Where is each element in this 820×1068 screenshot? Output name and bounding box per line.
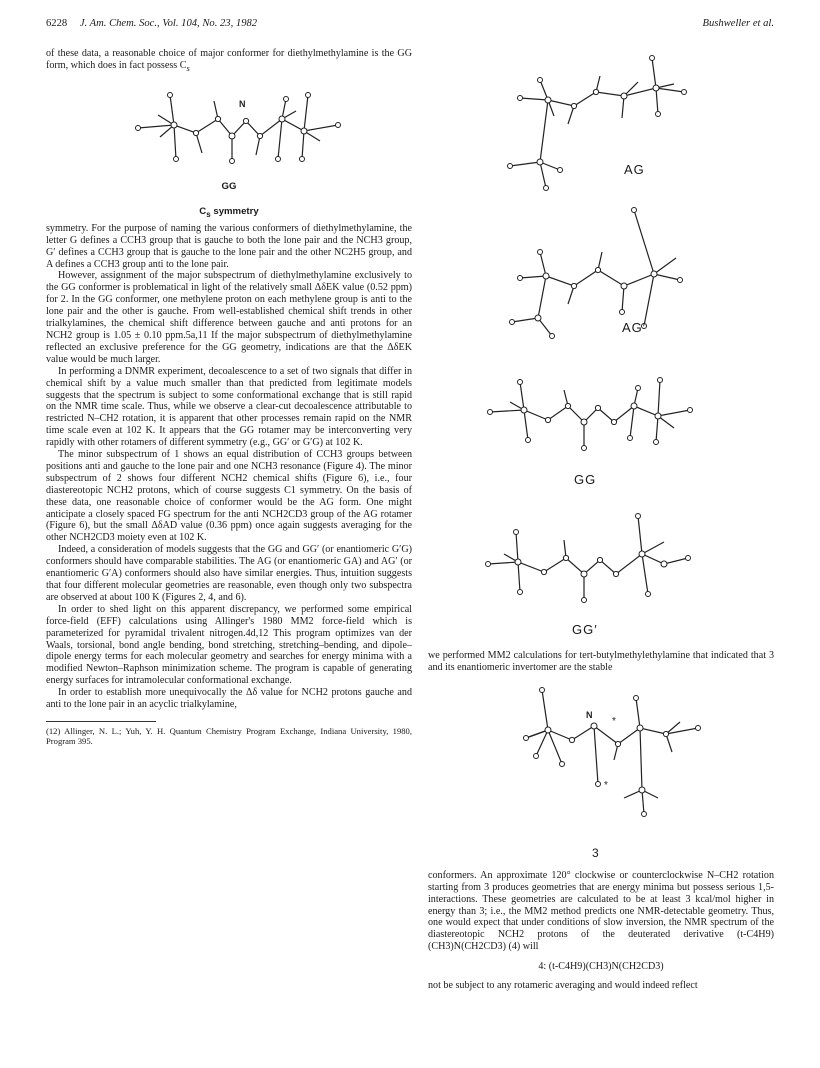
figure-ag — [428, 40, 774, 200]
gg-figure-symmetry: $C_s$ symmetry — [199, 205, 259, 219]
paragraph-conformers: conformers. An approximate 120° clockwise or counterclockwise N–CH2 rotation starting from 3 produces geometries that are energy minima but possess serious 1,5-interactions. These geometries are calculated to be at least 3 kcal/mol higher in energy than 3; i.e., the MM2 method predicts one NMR-detectable geometry. Thus, one would expect that under conditions of slow inversion, the NMR spectrum of the diastereotopic NCH2 protons of the deuterated derivative (t-C4H9)(CH3)N(CH2CD3) (4) will — [428, 869, 774, 953]
figure-gg-prime — [428, 502, 774, 650]
footnote-12: (12) Allinger, N. L.; Yuh, Y. H. Quantum Chemistry Program Exchange, Indiana University, 1980, Program 395. — [46, 725, 412, 746]
gg-prime-label: GG′ — [572, 622, 598, 637]
right-column — [428, 40, 774, 992]
figure-gg-right — [428, 370, 774, 502]
paragraph-reflect: not be subject to any rotameric averaging and would indeed reflect — [428, 980, 698, 992]
gg-label: GG — [574, 472, 597, 487]
left-column — [46, 48, 412, 746]
intro-paragraph: of these data, a reasonable choice of major conformer for diethylmethylamine is the GG form, which does in fact possess $C_s$ — [46, 48, 412, 73]
paragraph-dnmr: In performing a DNMR experiment, decoalescence to a set of two signals that differ in chemical shift by a value much smaller than that predicted from legitimate models suggests that the spectrum is subject to some conformational exchange that is still rapid on the NMR time scale. Thus, while we observe a clear-cut decoalescence attributable to restricted N–CH2 rotation, it is apparent that other processes remain rapid on the NMR time scale even at 102 K. It appears that the GG rotamer may be interconverting very rapidly with other rotamers of different symmetry (e.g., GG′ or G′G) at 102 K. — [46, 365, 412, 449]
footnote-rule — [46, 721, 156, 722]
paragraph-models: Indeed, a consideration of models suggests that the GG and GG′ (or enantiomeric G′G) conformers should have comparable stabilities. The AG (or enantiomeric GA) and AG′ (or enantiomeric G′A) conformers should also have similar energies. Thus, intuition suggests that four different molecular geometries are reasonable, even though only two subspectra are observed at about 100 K (Figures 2, 4, and 6). — [46, 544, 412, 603]
paragraph-naming: symmetry. For the purpose of naming the various conformers of diethylmethylamine, the letter G defines a CCH3 group that is gauche to both the lone pair and the NCH3 group, G′ defines a CCH3 group that is gauche to the lone pair and the other NC2H5 group, and A defines a CCH3 group anti to the lone pair. — [46, 222, 412, 270]
figure-ag-prime — [428, 200, 774, 370]
gg-molecule-drawing — [46, 81, 412, 173]
figure-3 — [428, 674, 774, 870]
structure-3-star-label-2: * — [612, 715, 616, 727]
paragraph-minor-subspectrum: The minor subspectrum of 1 shows an equal distribution of CCH3 groups between positions anti and gauche to the lone pair and one NCH3 resonance (Figure 4). The minor subspectrum of 2 shows four different NCH2 chemical shifts (Figure 6), i.e., four diastereotopic NCH2 protons, which of course suggests C1 symmetry. On the basis of these data, one reasonable choice of conformer would be the AG form. One might anticipate a closely spaced FG spectrum for the anti NCH2CD3 group of the AG rotamer (Figure 6), but the small ΔδAD value (0.36 ppm) once again suggests averaging for the other NCH2CD3 moiety even at 102 K. — [46, 449, 412, 544]
running-header — [46, 18, 774, 34]
paragraph-delta: In order to establish more unequivocally the Δδ value for NCH2 protons gauche and anti to the lone pair in an acyclic trialkylamine, — [46, 687, 412, 711]
journal-citation: J. Am. Chem. Soc., Vol. 104, No. 23, 1982 — [79, 18, 258, 29]
ag-prime-molecule-drawing — [428, 200, 774, 370]
ag-prime-label: AG′ — [622, 320, 647, 335]
header-authors: Bushweller et al. — [702, 18, 774, 29]
formula-4: 4: (t-C4H9)(CH3)N(CH2CD3) — [538, 961, 664, 973]
figure-gg-cs — [46, 81, 412, 223]
paragraph-mm2: we performed MM2 calculations for tert-butylmethylethylamine that indicated that 3 and its enantiomeric invertomer are the stable — [428, 650, 774, 673]
nitrogen-label: N — [239, 98, 246, 109]
page-number: 6228 — [46, 18, 68, 29]
gg-right-molecule-drawing — [428, 370, 774, 502]
ag-label: AG — [624, 162, 645, 177]
gg-figure-name: GG — [221, 180, 237, 192]
structure-3-nitrogen-label: N — [586, 709, 593, 720]
paragraph-eff: In order to shed light on this apparent discrepancy, we performed some empirical force-field (EFF) calculations using Allinger's 1980 MM2 force-field which is parameterized for pyramidal trivalent nitrogen.4d,12 This program optimizes van der Waals, torsional, bond angle bending, bond stretching, stretching–bending, and dipole–dipole energy terms for each molecular geometry and searches for energy minima with a modified Newton–Raphson minimization scheme. The program is capable of generating energy surfaces for intramolecular conformational exchange. — [46, 603, 412, 687]
gg-prime-molecule-drawing — [428, 502, 774, 626]
structure-3-drawing — [428, 674, 774, 846]
header-left — [46, 18, 257, 29]
ag-molecule-drawing — [428, 40, 774, 200]
structure-3-star-label: * — [604, 779, 608, 791]
structure-3-number: 3 — [592, 845, 599, 860]
paragraph-assignment: However, assignment of the major subspectrum of diethylmethylamine exclusively to the GG conformer is problematical in light of the relatively small ΔδEK value (0.52 ppm) for 2. In the GG conformer, one methylene proton on each methylene group is anti to the lone pair and the other is gauche. From well-established chemical shift trends in other trialkylamines, the chemical shift difference between gauche and anti protons for an NCH2 group is 1.05 ± 0.10 ppm.5a,11 If the major subspectrum of diethylmethylamine reflected an exclusive preference for the GG geometry, indications are that the ΔδEK value would be much larger. — [46, 270, 412, 365]
